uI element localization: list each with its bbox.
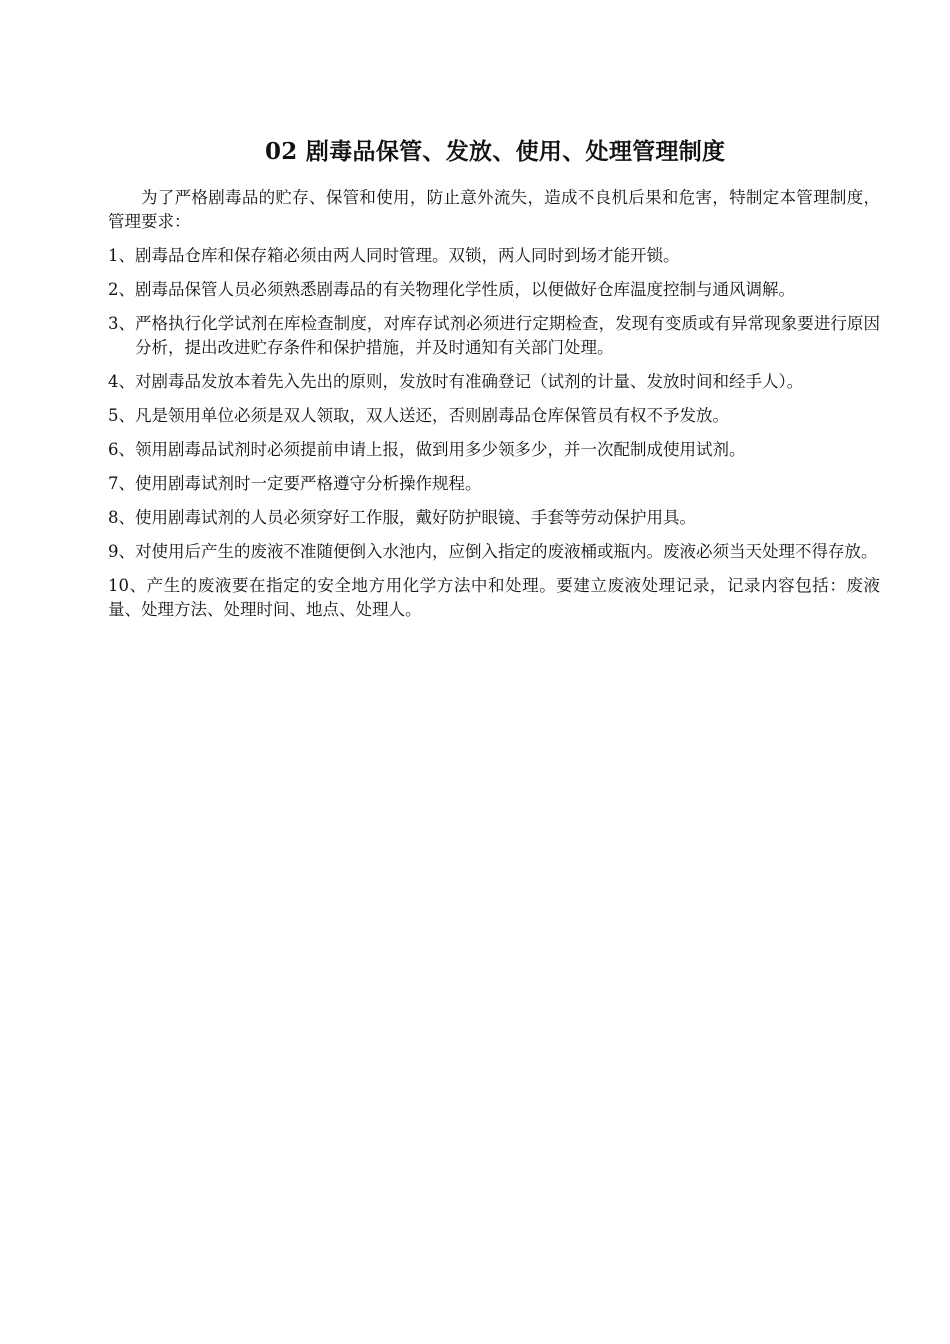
item-number: 7、 (108, 474, 135, 493)
item-number: 6、 (108, 440, 135, 459)
item-text: 严格执行化学试剂在库检查制度，对库存试剂必须进行定期检查，发现有变质或有异常现象要进行原因分析，提出改进贮存条件和保护措施，并及时通知有关部门处理。 (135, 314, 880, 357)
item-text: 领用剧毒品试剂时必须提前申请上报，做到用多少领多少，并一次配制成使用试剂。 (135, 440, 746, 459)
document-body (108, 186, 880, 632)
item-number: 8、 (108, 508, 135, 527)
list-item-2 (108, 278, 880, 302)
document-title: 02 剧毒品保管、发放、使用、处理管理制度 (265, 138, 726, 165)
list-item-4 (108, 370, 880, 394)
item-text: 剧毒品仓库和保存箱必须由两人同时管理。双锁，两人同时到场才能开锁。 (135, 246, 680, 265)
list-item-3 (108, 312, 880, 360)
item-number: 4、 (108, 372, 135, 391)
item-text: 使用剧毒试剂时一定要严格遵守分析操作规程。 (135, 474, 482, 493)
list-item-5 (108, 404, 880, 428)
intro-paragraph: 为了严格剧毒品的贮存、保管和使用，防止意外流失，造成不良机后果和危害，特制定本管理制度，管理要求： (108, 188, 880, 231)
item-text: 使用剧毒试剂的人员必须穿好工作服，戴好防护眼镜、手套等劳动保护用具。 (135, 508, 696, 527)
list-item-7 (108, 472, 880, 496)
item-number: 5、 (108, 406, 135, 425)
item-text: 凡是领用单位必须是双人领取，双人送还，否则剧毒品仓库保管员有权不予发放。 (135, 406, 729, 425)
item-number: 9、 (108, 542, 135, 561)
item-number: 1、 (108, 246, 135, 265)
item-number: 2、 (108, 280, 135, 299)
list-item-1 (108, 244, 880, 268)
item-text: 对使用后产生的废液不准随便倒入水池内，应倒入指定的废液桶或瓶内。废液必须当天处理不得存放。 (135, 542, 878, 561)
item-text: 剧毒品保管人员必须熟悉剧毒品的有关物理化学性质，以便做好仓库温度控制与通风调解。 (135, 280, 795, 299)
item-number: 10、 (108, 576, 147, 595)
item-text: 产生的废液要在指定的安全地方用化学方法中和处理。要建立废液处理记录，记录内容包括：废液量、处理方法、处理时间、地点、处理人。 (108, 576, 881, 619)
item-number: 3、 (108, 314, 135, 333)
list-item-9 (108, 540, 880, 564)
item-text: 对剧毒品发放本着先入先出的原则，发放时有准确登记（试剂的计量、发放时间和经手人）。 (135, 372, 804, 391)
list-item-10 (108, 574, 880, 622)
list-item-6 (108, 438, 880, 462)
list-item-8 (108, 506, 880, 530)
